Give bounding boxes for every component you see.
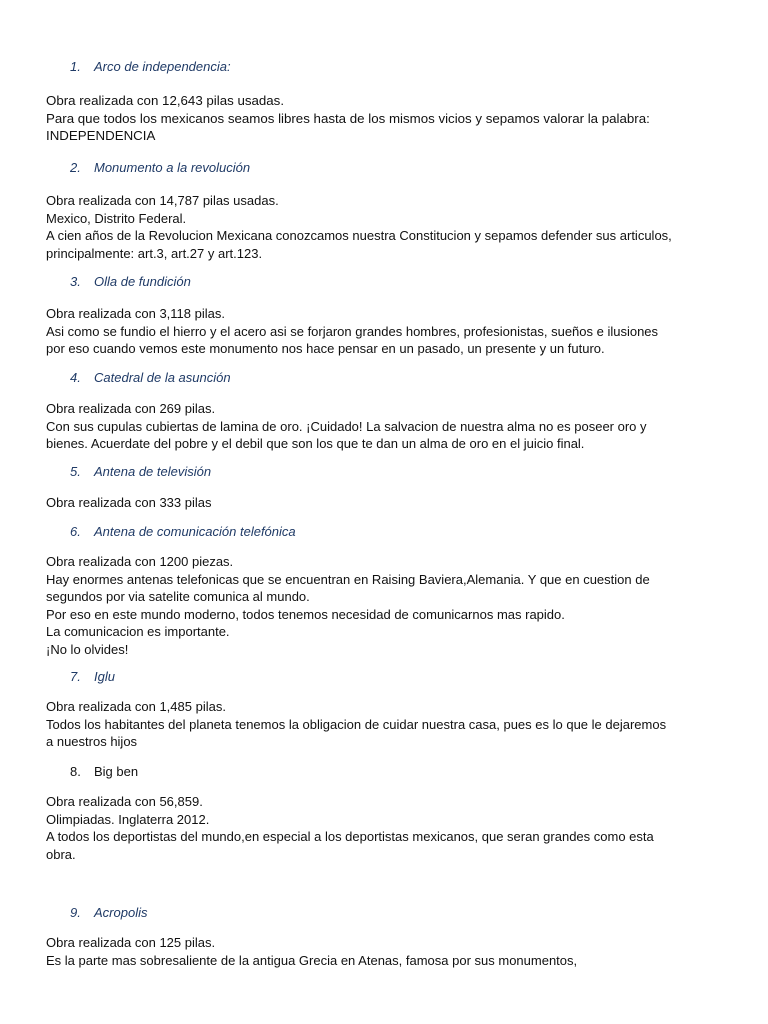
- body-line: La comunicacion es importante.: [46, 624, 230, 640]
- body-line: Para que todos los mexicanos seamos libres hasta de los mismos vicios y sepamos valorar la palabra:: [46, 110, 650, 126]
- section-title: Olla de fundición: [94, 274, 191, 289]
- section-title: Antena de televisión: [94, 464, 212, 479]
- body-line: Asi como se fundio el hierro y el acero asi se forjaron grandes hombres, profesionistas, sueños e ilusiones: [46, 323, 659, 339]
- section-heading-7: [70, 669, 115, 684]
- section-heading-9: [70, 905, 147, 920]
- section-heading-6: [70, 524, 296, 539]
- body-line: segundos por via satelite comunica al mundo.: [46, 589, 310, 605]
- body-line: Olimpiadas. Inglaterra 2012.: [46, 811, 210, 827]
- section-title: Iglu: [94, 669, 115, 684]
- section-number: 9.: [70, 905, 81, 920]
- body-line: Obra realizada con 1,485 pilas.: [46, 699, 226, 714]
- section-number: 1.: [70, 59, 81, 74]
- body-line: Obra realizada con 333 pilas: [46, 495, 212, 510]
- section-body-7: [46, 698, 750, 751]
- section-title: Antena de comunicación telefónica: [94, 524, 296, 539]
- section-heading-3: [70, 274, 191, 289]
- body-line: Obra realizada con 56,859.: [46, 794, 203, 809]
- body-line: INDEPENDENCIA: [46, 128, 156, 143]
- body-line: Por eso en este mundo moderno, todos tenemos necesidad de comunicarnos mas rapido.: [46, 606, 565, 622]
- section-heading-5: [70, 464, 211, 479]
- section-body-1: [46, 92, 750, 145]
- body-line: Obra realizada con 14,787 pilas usadas.: [46, 193, 279, 208]
- section-body-3: [46, 305, 750, 358]
- section-number: 4.: [70, 370, 81, 385]
- body-line: bienes. Acuerdate del pobre y el debil que son los que te dan un alma de oro en el juicio final.: [46, 436, 585, 452]
- section-title: Big ben: [94, 764, 139, 779]
- body-line: Todos los habitantes del planeta tenemos la obligacion de cuidar nuestra casa, pues es lo que le dejaremos: [46, 716, 667, 732]
- section-body-6: [46, 553, 750, 659]
- body-line: Obra realizada con 3,118 pilas.: [46, 306, 225, 321]
- body-line: Es la parte mas sobresaliente de la antigua Grecia en Atenas, famosa por sus monumentos,: [46, 952, 578, 968]
- section-body-2: [46, 192, 750, 262]
- section-number: 6.: [70, 524, 81, 539]
- section-number: 8.: [70, 764, 81, 779]
- body-line: Con sus cupulas cubiertas de lamina de oro. ¡Cuidado! La salvacion de nuestra alma no es poseer oro y: [46, 418, 647, 434]
- section-heading-8: [70, 764, 138, 779]
- body-line: ¡No lo olvides!: [46, 641, 129, 657]
- body-line: a nuestros hijos: [46, 734, 138, 750]
- body-line: A todos los deportistas del mundo,en especial a los deportistas mexicanos, que seran grandes como esta: [46, 829, 654, 845]
- section-number: 3.: [70, 274, 81, 289]
- body-line: obra.: [46, 846, 76, 862]
- section-number: 5.: [70, 464, 81, 479]
- section-body-4: [46, 400, 750, 453]
- body-line: principalmente: art.3, art.27 y art.123.: [46, 245, 263, 261]
- section-heading-1: [70, 59, 231, 74]
- section-title: Monumento a la revolución: [94, 160, 251, 175]
- body-line: Obra realizada con 269 pilas.: [46, 401, 216, 416]
- body-line: Obra realizada con 1200 piezas.: [46, 554, 234, 569]
- section-title: Catedral de la asunción: [94, 370, 231, 385]
- body-line: Obra realizada con 12,643 pilas usadas.: [46, 93, 285, 108]
- section-body-8: [46, 793, 750, 863]
- section-heading-4: [70, 370, 231, 385]
- section-number: 7.: [70, 669, 81, 684]
- body-line: Hay enormes antenas telefonicas que se encuentran en Raising Baviera,Alemania. Y que en cuestion de: [46, 571, 650, 587]
- section-title: Acropolis: [94, 905, 148, 920]
- body-line: Obra realizada con 125 pilas.: [46, 935, 216, 950]
- section-title: Arco de independencia:: [94, 59, 231, 74]
- section-body-5: [46, 494, 750, 512]
- body-line: Mexico, Distrito Federal.: [46, 210, 187, 226]
- body-line: por eso cuando vemos este monumento nos hace pensar en un pasado, un presente y un futuro.: [46, 341, 605, 357]
- section-heading-2: [70, 160, 250, 175]
- section-number: 2.: [70, 160, 81, 175]
- body-line: A cien años de la Revolucion Mexicana conozcamos nuestra Constitucion y sepamos defender sus articulos,: [46, 228, 672, 244]
- section-body-9: [46, 934, 750, 969]
